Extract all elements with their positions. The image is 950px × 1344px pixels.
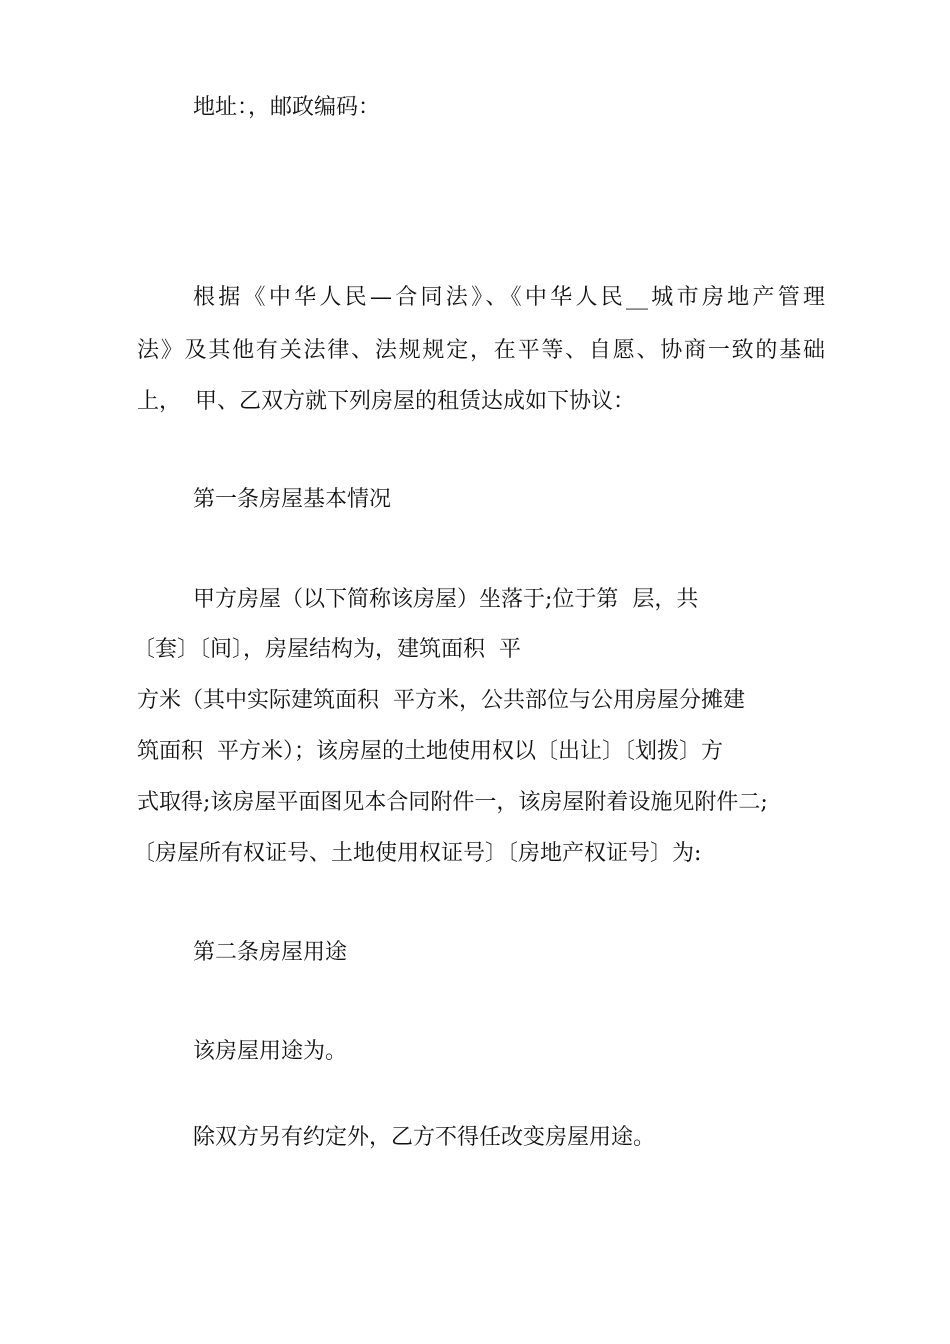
article-1-line-4: 筑面积 平方米）；该房屋的土地使用权以〔出让〕〔划拨〕方 <box>137 739 723 764</box>
address-line: 地址：，邮政编码： <box>193 95 381 120</box>
intro-line-2: 法》及其他有关法律、法规规定，在平等、自愿、协商一致的基础 <box>137 338 825 363</box>
article-1-line-2: 〔套〕〔间〕，房屋结构为，建筑面积 平 <box>133 637 521 662</box>
article-2-title: 第二条房屋用途 <box>193 940 348 965</box>
article-2-line-2: 除双方另有约定外，乙方不得任改变房屋用途。 <box>193 1125 656 1150</box>
article-1-line-1: 甲方房屋（以下简称该房屋）坐落于;位于第 层，共 <box>193 587 699 612</box>
article-1-line-6: 〔房屋所有权证号、土地使用权证号〕〔房地产权证号〕为: <box>133 841 702 866</box>
intro-line-3: 上， 甲、乙双方就下列房屋的租赁达成如下协议： <box>137 389 635 414</box>
article-1-line-3: 方米（其中实际建筑面积 平方米，公共部位与公用房屋分摊建 <box>137 688 745 713</box>
intro-line-1: 根据《中华人民—合同法》、《中华人民__城市房地产管理 <box>193 285 825 310</box>
article-1-title: 第一条房屋基本情况 <box>193 487 392 512</box>
article-1-line-5: 式取得;该房屋平面图见本合同附件一，该房屋附着设施见附件二; <box>137 790 768 815</box>
article-2-line-1: 该房屋用途为。 <box>193 1039 348 1064</box>
